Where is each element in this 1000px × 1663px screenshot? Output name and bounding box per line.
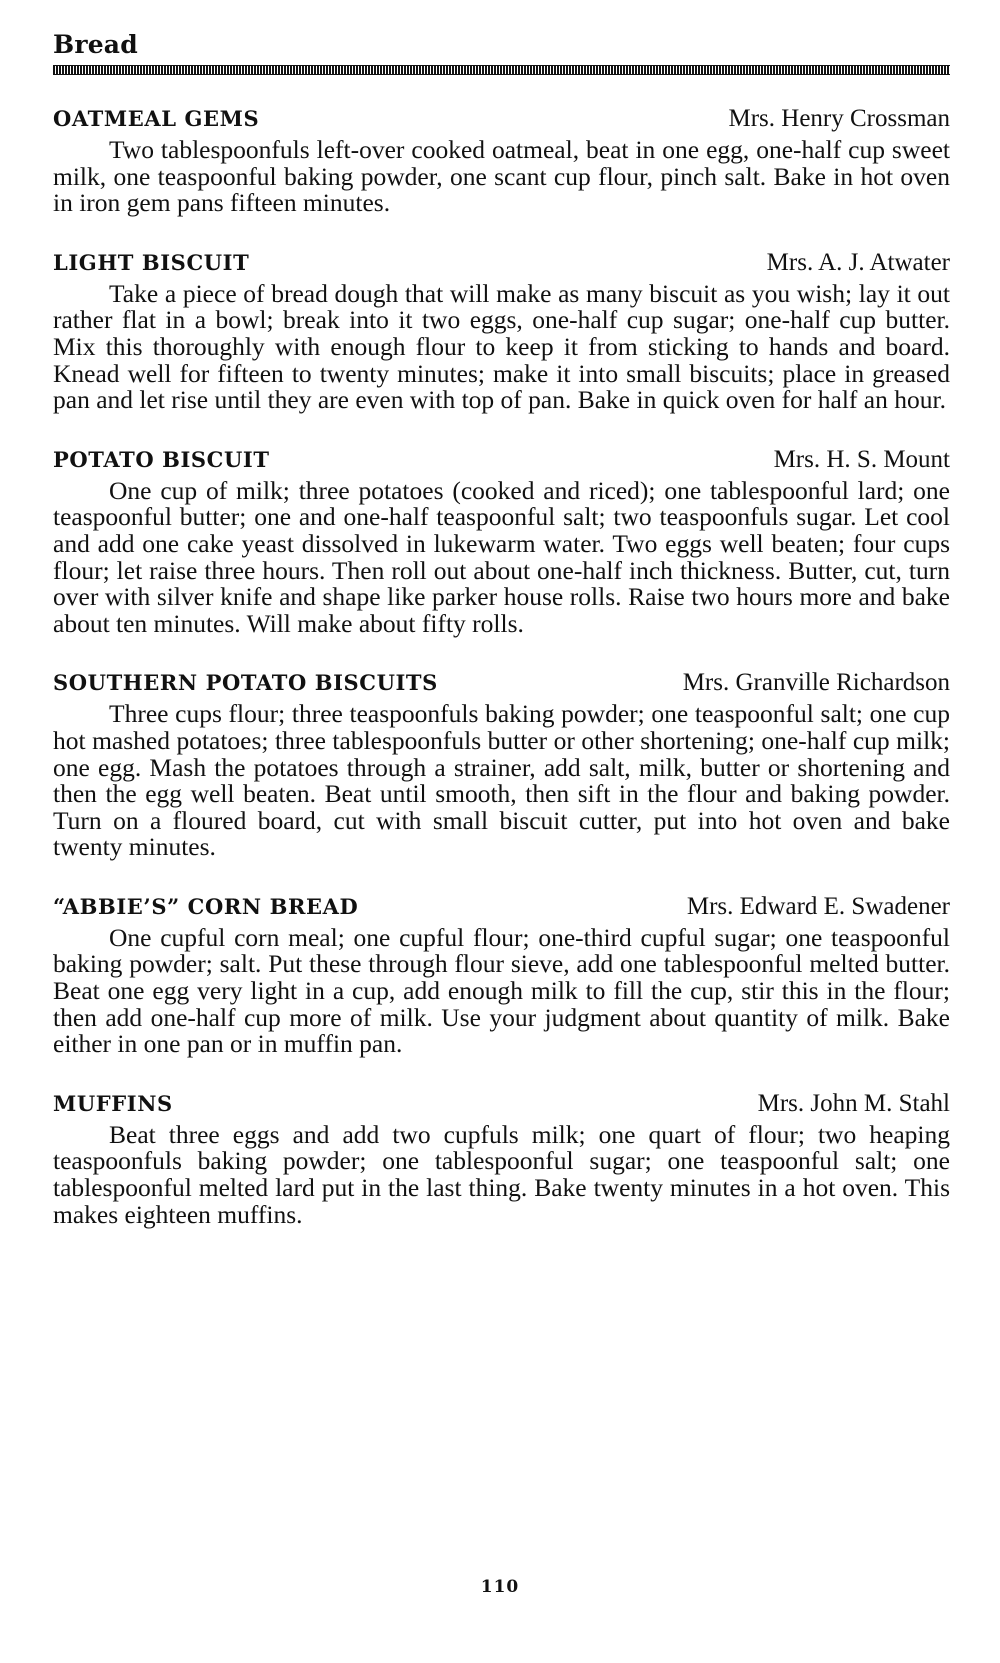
recipe-title: OATMEAL GEMS — [53, 106, 260, 131]
recipe-author: Mrs. Edward E. Swadener — [686, 892, 950, 920]
recipe-header — [53, 893, 950, 921]
recipe-author: Mrs. John M. Stahl — [757, 1089, 950, 1117]
recipe-title: POTATO BISCUIT — [53, 446, 270, 472]
page — [53, 32, 950, 1260]
recipe-title: LIGHT BISCUIT — [53, 249, 250, 275]
recipe-body: Two tablespoonfuls left-over cooked oatmeal, beat in one egg, one-half cup sweet milk, one teaspoonful baking powder, one scant cup flour, pinch salt. Bake in hot oven in iron gem pans fifteen minutes. — [53, 135, 950, 218]
recipe-title: MUFFINS — [53, 1090, 173, 1116]
section-title: Bread — [53, 30, 138, 59]
recipe-body: Beat three eggs and add two cupfuls milk; one quart of flour; two heaping teaspoonfuls baking powder; one tablespoonful sugar; one teaspoonful salt; one tablespoonful melted lard put in the last thing. Bake twenty minutes in a hot oven. This makes eighteen muffins. — [53, 1119, 950, 1229]
recipe-header — [53, 446, 950, 474]
recipe-header — [53, 1090, 950, 1118]
recipe-author: Mrs. Henry Crossman — [728, 105, 950, 132]
recipe-oatmeal-gems — [53, 105, 950, 217]
recipe-muffins — [53, 1090, 950, 1228]
recipe-southern-potato-biscuits — [53, 669, 950, 861]
recipe-potato-biscuit — [53, 446, 950, 638]
recipe-title: SOUTHERN POTATO BISCUITS — [53, 670, 438, 696]
recipe-author: Mrs. A. J. Atwater — [766, 248, 950, 276]
page-number: 110 — [480, 1577, 520, 1597]
recipe-header — [53, 105, 950, 133]
recipe-body: One cup of milk; three potatoes (cooked and riced); one tablespoonful lard; one teaspoonful butter; one and one-half teaspoonful salt; two teaspoonfuls sugar. Let cool and add one cake yeast dissolved in lukewarm water. Two eggs well beaten; four cups flour; let raise three hours. Then roll out about one-half inch thickness. Butter, cut, turn over with silver knife and shape like parker house rolls. Raise two hours more and bake about ten minutes. Will make about fifty rolls. — [53, 475, 950, 638]
recipe-author: Mrs. H. S. Mount — [773, 445, 950, 473]
recipe-abbies-corn-bread — [53, 893, 950, 1058]
recipe-light-biscuit — [53, 249, 950, 414]
decorative-rule — [53, 65, 950, 75]
recipe-header — [53, 669, 950, 697]
recipe-author: Mrs. Granville Richardson — [682, 669, 950, 697]
recipe-body: Take a piece of bread dough that will make as many biscuit as you wish; lay it out rather flat in a bowl; break into it two eggs, one-half cup sugar; one-half cup butter. Mix this thoroughly with enough flour to keep it from sticking to hands and board. Knead well for fifteen to twenty minutes; make it into small biscuits; place in greased pan and let rise until they are even with top of pan. Bake in quick oven for half an hour. — [53, 278, 950, 415]
recipe-body: One cupful corn meal; one cupful flour; one-third cupful sugar; one teaspoonful baking powder; salt. Put these through flour sieve, add one tablespoonful melted butter. Beat one egg very light in a cup, add enough milk to fill the cup, stir this in the flour; then add one-half cup more of milk. Use your judgment about quantity of milk. Bake either in one pan or in muffin pan. — [53, 922, 950, 1059]
recipe-body: Three cups flour; three teaspoonfuls baking powder; one teaspoonful salt; one cup hot mashed potatoes; three tablespoonfuls butter or other shortening; one-half cup milk; one egg. Mash the potatoes through a strainer, add salt, milk, butter or shortening and then the egg well beaten. Beat until smooth, then sift in the flour and baking powder. Turn on a floured board, cut with small biscuit cutter, put into hot oven and bake twenty minutes. — [53, 699, 950, 862]
recipe-title: “ABBIE’S” CORN BREAD — [53, 893, 359, 919]
recipe-header — [53, 249, 950, 277]
